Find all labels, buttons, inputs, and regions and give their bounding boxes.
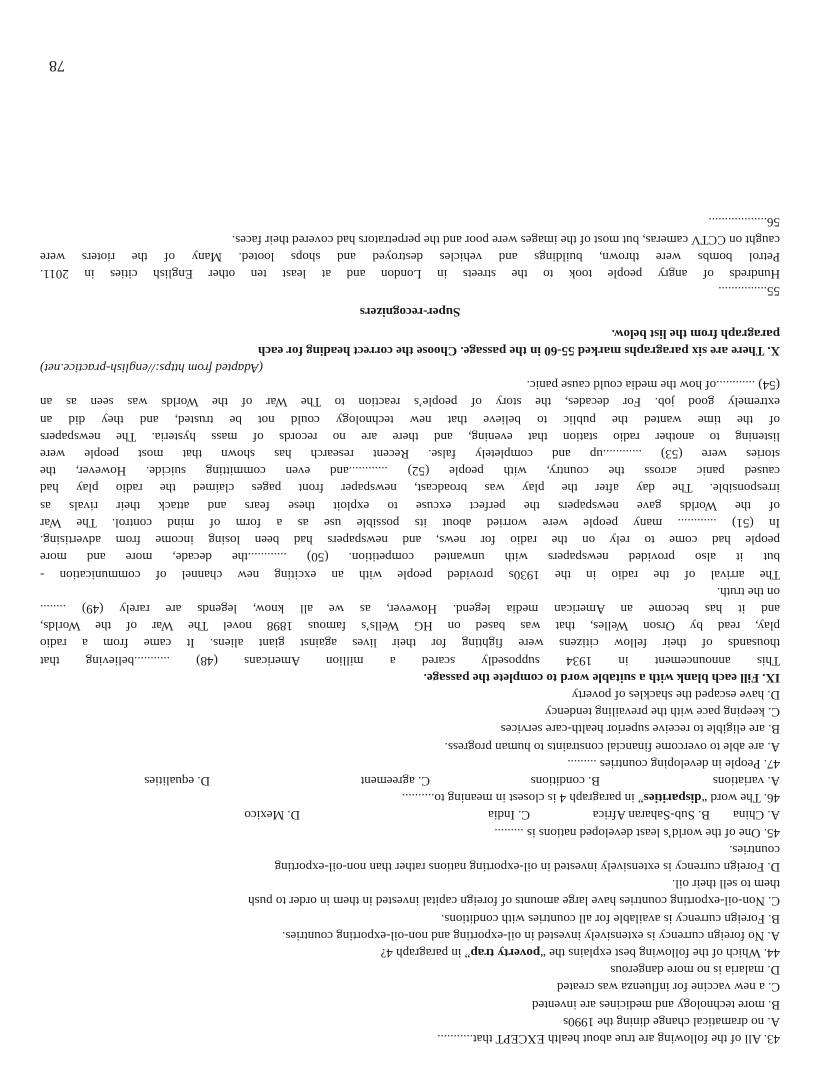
question-46-option-b: B. conditions — [530, 773, 600, 789]
question-44-option-c: C. Non-oil-exporting countries have large amounts of foreign capital invested in them in order to push — [248, 894, 780, 910]
question-44-stem-post: ” in paragraph 4? — [380, 945, 471, 961]
question-43-option-d: D. malaria is no more dangerous — [610, 963, 780, 979]
question-46-keyword: disparities — [643, 791, 702, 807]
paragraph-55 — [40, 231, 780, 283]
question-46-stem-post: ” in paragraph 4 is closest in meaning to.......... — [401, 791, 644, 807]
question-45-option-c: C. India — [488, 808, 530, 824]
passage-line: Hundreds of angry people took to the streets in London and at least ten other English cities in 2011. — [40, 267, 780, 283]
question-45-stem: 45. One of the world’s least developed nations is ......... — [494, 825, 780, 841]
section-9-heading: IX. Fill each blank with a suitable word to complete the passage. — [423, 670, 780, 686]
passage-line: caused panic across the country, with people (52) ............and even committing suicide. However, the — [40, 464, 780, 480]
question-45-option-b: B. Sub-Saharan Africa — [592, 808, 710, 824]
question-46-option-a: A. variations — [712, 773, 780, 789]
blank-55: 55............... — [718, 284, 780, 300]
question-46-stem — [40, 790, 780, 807]
question-44-keyword: poverty trap — [470, 945, 541, 961]
passage-line: stories were (53) ............up and completely false. Recent research has shown that most people were — [40, 447, 780, 463]
question-46-option-c: C. agreement — [360, 773, 430, 789]
page-content — [40, 214, 780, 1048]
question-43-option-c: C. a new vaccine for influenza was created — [556, 980, 780, 996]
passage-line: of the time wanted the public to believe that new technology could not be trusted, and they did an — [40, 412, 780, 428]
question-44-stem-pre: 44. Which of the following best explains the “ — [540, 945, 780, 961]
passage-line: listening to another radio station that evening, and there are no records of mass hysteria. The newspapers — [40, 429, 780, 445]
passage-line: on the truth. — [716, 584, 780, 600]
passage-line: (54) ............of how the media could cause panic. — [526, 378, 780, 394]
question-44-option-a: A. No foreign currency is extensively invested in oil-exporting and non-oil-exporting countries. — [282, 928, 780, 944]
passage-line: In (51) ............ many people were worried about its possible use as a form of mind control. The War — [40, 515, 780, 531]
question-44-option-c-cont: them to sell their oil. — [672, 877, 780, 893]
passage-line: caught on CCTV cameras, but most of the images were poor and the perpetrators had covered their faces. — [231, 232, 780, 248]
question-46-stem-pre: 46. The word “ — [701, 791, 780, 807]
question-47-option-a: A. are able to overcome financial constraints to human progress. — [444, 739, 780, 755]
question-44-option-d: D. Foreign currency is extensively invested in oil-exporting nations rather than non-oil-exporting — [274, 859, 780, 875]
passage-line: extremely good job. For decades, the story of people’s reaction to The War of the Worlds was seen as an — [40, 395, 780, 411]
passage-line: Petrol bombs were thrown, buildings and vehicles destroyed and shops looted. Many of the rioters were — [40, 249, 780, 265]
question-46-options — [40, 773, 780, 790]
source-citation: (Adapted from https://english-practice.net) — [40, 361, 263, 377]
passage-line: but it also provided newspapers with unwanted competition. (50) ............the decade, more and more — [40, 550, 780, 566]
question-43-option-b: B. more technology and medicines are invented — [531, 997, 780, 1013]
section-9-paragraph-2 — [40, 377, 780, 583]
section-9-paragraph-1 — [40, 584, 780, 670]
question-44-option-d-cont: countries. — [729, 842, 780, 858]
passage-line: thousands of their fellow citizens were fighting for their lives against giant aliens. It came from a radio — [40, 636, 780, 652]
question-43-option-a: A. no dramatical change dining the 1990s — [563, 1014, 780, 1030]
question-47-stem: 47. People in developing countries ......... — [567, 756, 780, 772]
question-44-stem — [40, 945, 780, 962]
question-46-option-d: D. equalities — [144, 773, 210, 789]
question-47-option-d: D. have escaped the shackles of poverty — [571, 687, 780, 703]
question-47-option-b: B. are eligible to receive superior health-care services — [500, 722, 780, 738]
question-45-options — [40, 807, 780, 824]
passage-line: play, read by Orson Welles, that was based on HG Wells’s famous 1898 novel The War of the Worlds, — [40, 619, 780, 635]
blank-56: 56.................. — [708, 215, 780, 231]
passage-line: This announcement in 1934 supposedly scared a million Americans (48) ...........believing that — [40, 653, 780, 669]
passage-line: people had come to rely on the radio for news, and newspapers had been losing income from advertising. — [40, 533, 780, 549]
section-10-heading-line-1: X. There are six paragraphs marked 55-60 in the passage. Choose the correct heading for each — [257, 343, 780, 359]
passage-line: and it has become an American media legend. However, as we all know, legends are rarely (49) ........ — [40, 601, 780, 617]
question-45-option-a: A. China — [733, 808, 780, 824]
question-45-option-d: D. Mexico — [244, 808, 300, 824]
passage-line: of the Worlds gave newspapers the perfect excuse to exploit these fears and attack their rivals as — [40, 498, 780, 514]
question-43-stem: 43. All of the following are true about health EXCEPT that........... — [437, 1032, 780, 1047]
question-44-option-b: B. Foreign currency is available for all countries with conditions. — [441, 911, 780, 927]
section-10-heading-line-2: paragraph from the list below. — [611, 326, 780, 342]
passage-line: irresponsible. The day after the play was broadcast, newspaper front pages claimed the radio play had — [40, 481, 780, 497]
passage-title: Super-recognizers — [359, 305, 461, 321]
passage-line: The arrival of the radio in the 1930s provided people with an exciting new channel of communication - — [40, 567, 780, 583]
page-number: 78 — [49, 57, 65, 74]
question-47-option-c: C. keeping pace with the prevailing tendency — [544, 705, 780, 721]
